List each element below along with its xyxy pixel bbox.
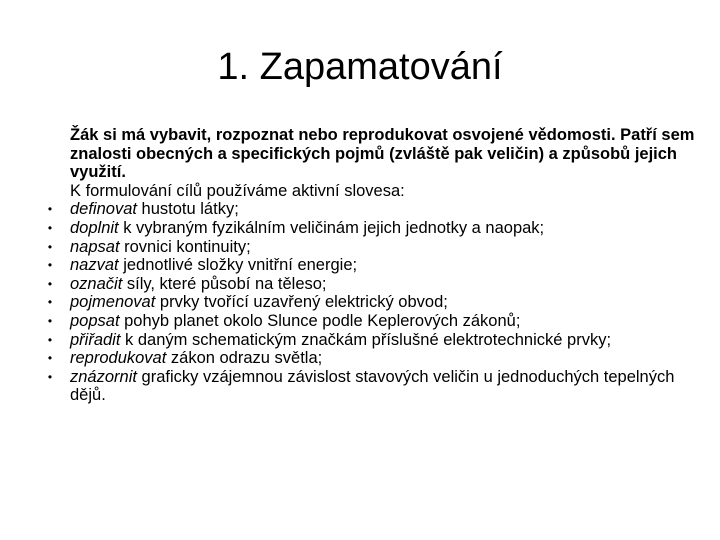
slide-title: 1. Zapamatování [217, 46, 503, 88]
list-item [47, 367, 700, 405]
item-text: hustotu látky; [136, 200, 239, 219]
bullet-icon: • [47, 332, 53, 347]
list-item [47, 200, 700, 219]
bullet-icon: • [47, 295, 53, 310]
item-verb: doplnit [70, 218, 119, 237]
bullet-icon: • [47, 369, 53, 384]
list-item [47, 274, 700, 294]
item-text: graficky vzájemnou závislost stavových veličin u jednoduchých tepelných dějů. [70, 367, 675, 405]
item-verb: nazvat [70, 256, 119, 275]
item-verb: pojmenovat [70, 293, 156, 312]
item-verb: znázornit [70, 367, 137, 386]
bullet-icon: • [47, 220, 53, 235]
item-text: pohyb planet okolo Slunce podle Keplerových zákonů; [119, 311, 521, 330]
verb-list [47, 200, 700, 405]
list-item [47, 330, 700, 350]
item-text: jednotlivé složky vnitřní energie; [118, 256, 358, 275]
item-text: zákon odrazu světla; [166, 349, 323, 368]
list-item [47, 293, 700, 312]
item-verb: označit [70, 274, 123, 293]
bullet-icon: • [47, 313, 53, 328]
list-item [47, 218, 700, 238]
item-text: k vybraným fyzikálním veličinám jejich jednotky a naopak; [118, 218, 545, 237]
item-verb: reprodukovat [70, 349, 167, 368]
slide-body [47, 126, 700, 405]
bullet-icon: • [47, 258, 53, 273]
item-text: rovnici kontinuity; [119, 237, 251, 256]
item-verb: popsat [70, 311, 120, 330]
bullet-icon: • [47, 239, 53, 254]
item-verb: definovat [70, 200, 137, 219]
list-item [47, 256, 700, 275]
list-item [47, 349, 700, 368]
list-item [47, 311, 700, 331]
item-text: síly, které působí na těleso; [122, 274, 327, 293]
list-item [47, 237, 700, 257]
item-text: k daným schematickým značkám příslušné elektrotechnické prvky; [120, 330, 612, 349]
bullet-icon: • [47, 276, 53, 291]
item-text: prvky tvořící uzavřený elektrický obvod; [155, 293, 448, 312]
item-verb: napsat [70, 237, 120, 256]
intro-paragraph: Žák si má vybavit, rozpoznat nebo reprodukovat osvojené vědomosti. Patří sem znalosti obecných a specifických pojmů (zvláště pak veličin) a způsobů jejich využití. [70, 126, 695, 182]
bullet-icon: • [47, 202, 53, 217]
item-verb: přiřadit [70, 330, 121, 349]
lead-sentence: K formulování cílů používáme aktivní slovesa: [70, 181, 405, 200]
bullet-icon: • [47, 351, 53, 366]
